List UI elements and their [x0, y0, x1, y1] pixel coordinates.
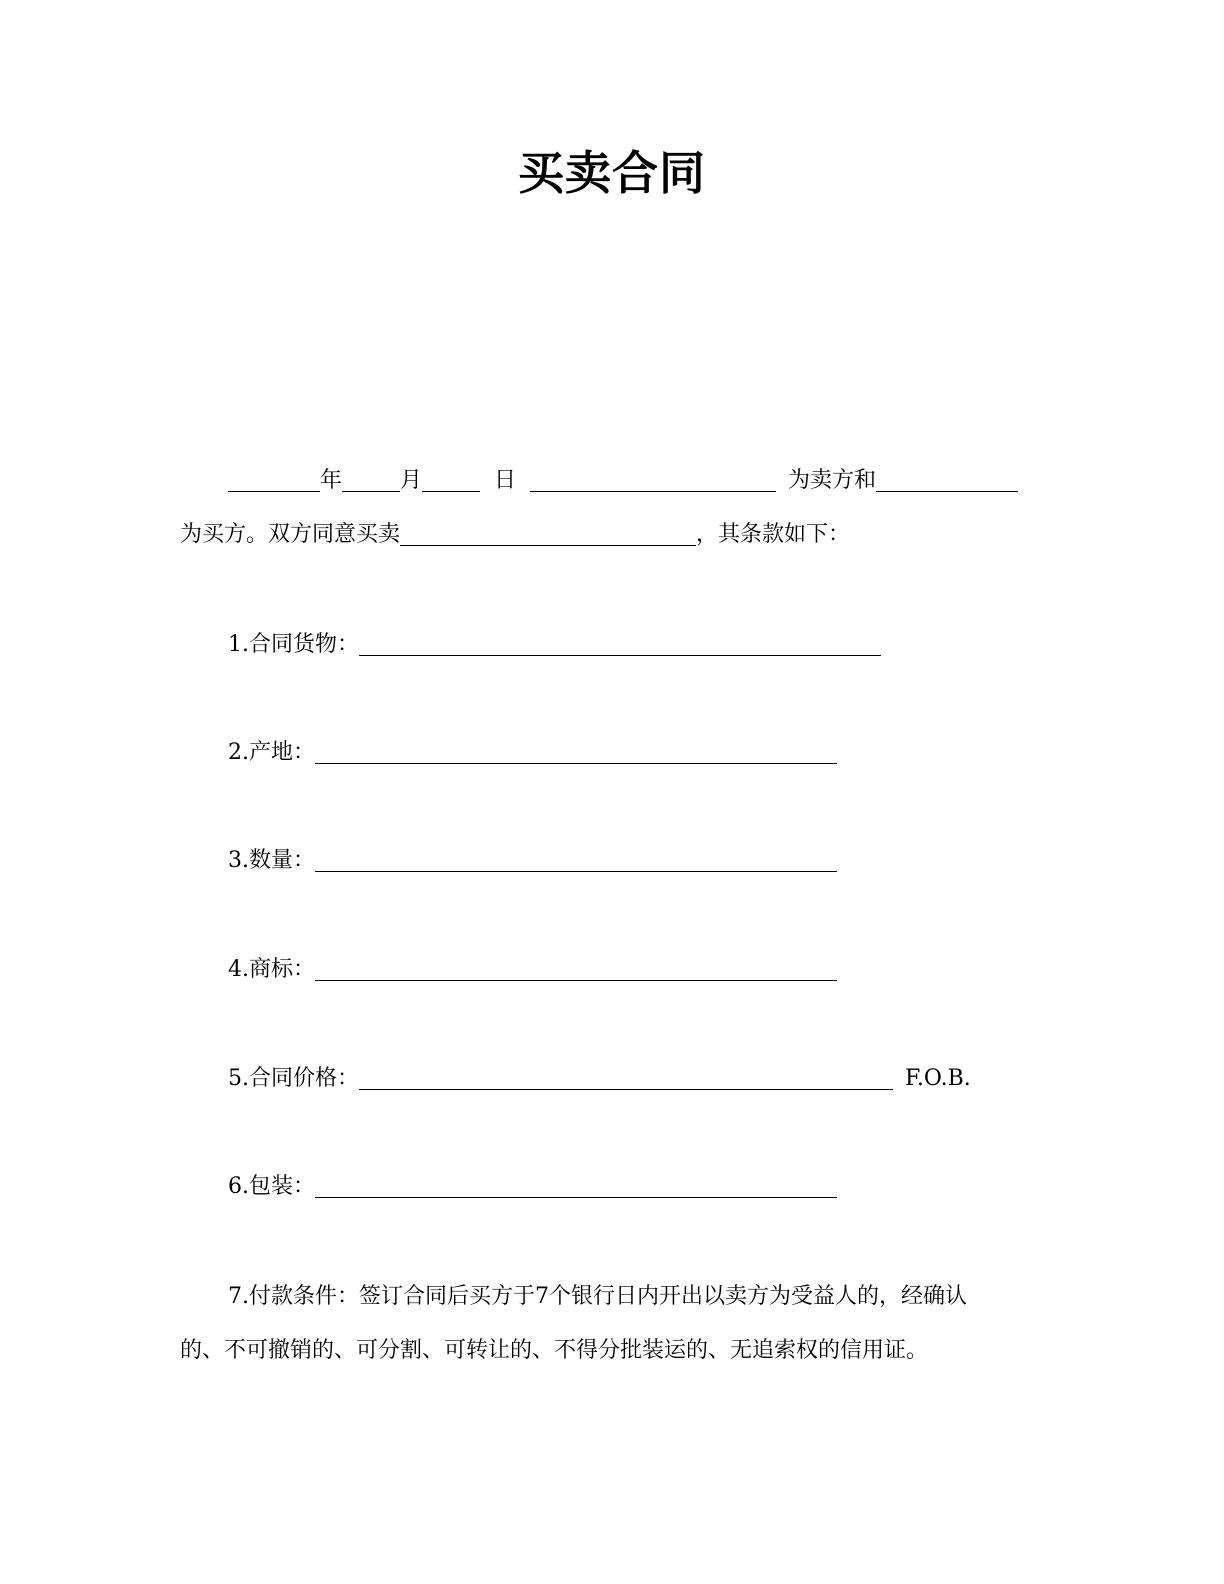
clause-goods-blank[interactable]	[359, 633, 881, 656]
intro-line-1	[228, 466, 1018, 496]
year-blank[interactable]	[228, 469, 320, 492]
day-label: 日	[494, 468, 517, 493]
clause-label: 4.商标：	[228, 957, 315, 982]
clause-price	[228, 1064, 971, 1094]
intro-line-2	[180, 520, 850, 550]
clause-label: 6.包装：	[228, 1174, 315, 1199]
clause-label: 3.数量：	[228, 848, 315, 873]
document-title: 买卖合同	[518, 146, 706, 200]
clause-label: 1.合同货物：	[228, 632, 359, 657]
month-blank[interactable]	[342, 469, 400, 492]
seller-suffix: 为卖方和	[788, 468, 877, 493]
clause-goods	[228, 630, 881, 660]
year-label: 年	[320, 468, 343, 493]
buyer-prefix: 为买方。双方同意买卖	[180, 522, 401, 547]
goods-blank[interactable]	[400, 523, 696, 546]
clause-label: 2.产地：	[228, 740, 315, 765]
day-blank[interactable]	[422, 469, 480, 492]
fob-label: F.O.B.	[905, 1066, 971, 1091]
clause-packing-blank[interactable]	[315, 1175, 837, 1198]
clause-origin	[228, 738, 837, 768]
clause-packing	[228, 1172, 837, 1202]
clause-payment-line-2	[180, 1336, 928, 1366]
payment-text-2: 的、不可撤销的、可分割、可转让的、不得分批装运的、无追索权的信用证。	[180, 1338, 929, 1363]
seller-blank[interactable]	[530, 469, 776, 492]
clause-payment-line-1	[228, 1282, 967, 1312]
clause-price-blank[interactable]	[359, 1067, 893, 1090]
month-label: 月	[400, 468, 423, 493]
clause-quantity-blank[interactable]	[315, 849, 837, 872]
clause-origin-blank[interactable]	[315, 741, 837, 764]
buyer-blank[interactable]	[876, 469, 1018, 492]
clause-trademark	[228, 955, 837, 985]
terms-suffix: ，其条款如下：	[696, 522, 851, 547]
clause-trademark-blank[interactable]	[315, 958, 837, 981]
payment-text-1: 7.付款条件：签订合同后买方于7个银行日内开出以卖方为受益人的，经确认	[228, 1284, 967, 1309]
clause-quantity	[228, 846, 837, 876]
clause-label: 5.合同价格：	[228, 1066, 359, 1091]
